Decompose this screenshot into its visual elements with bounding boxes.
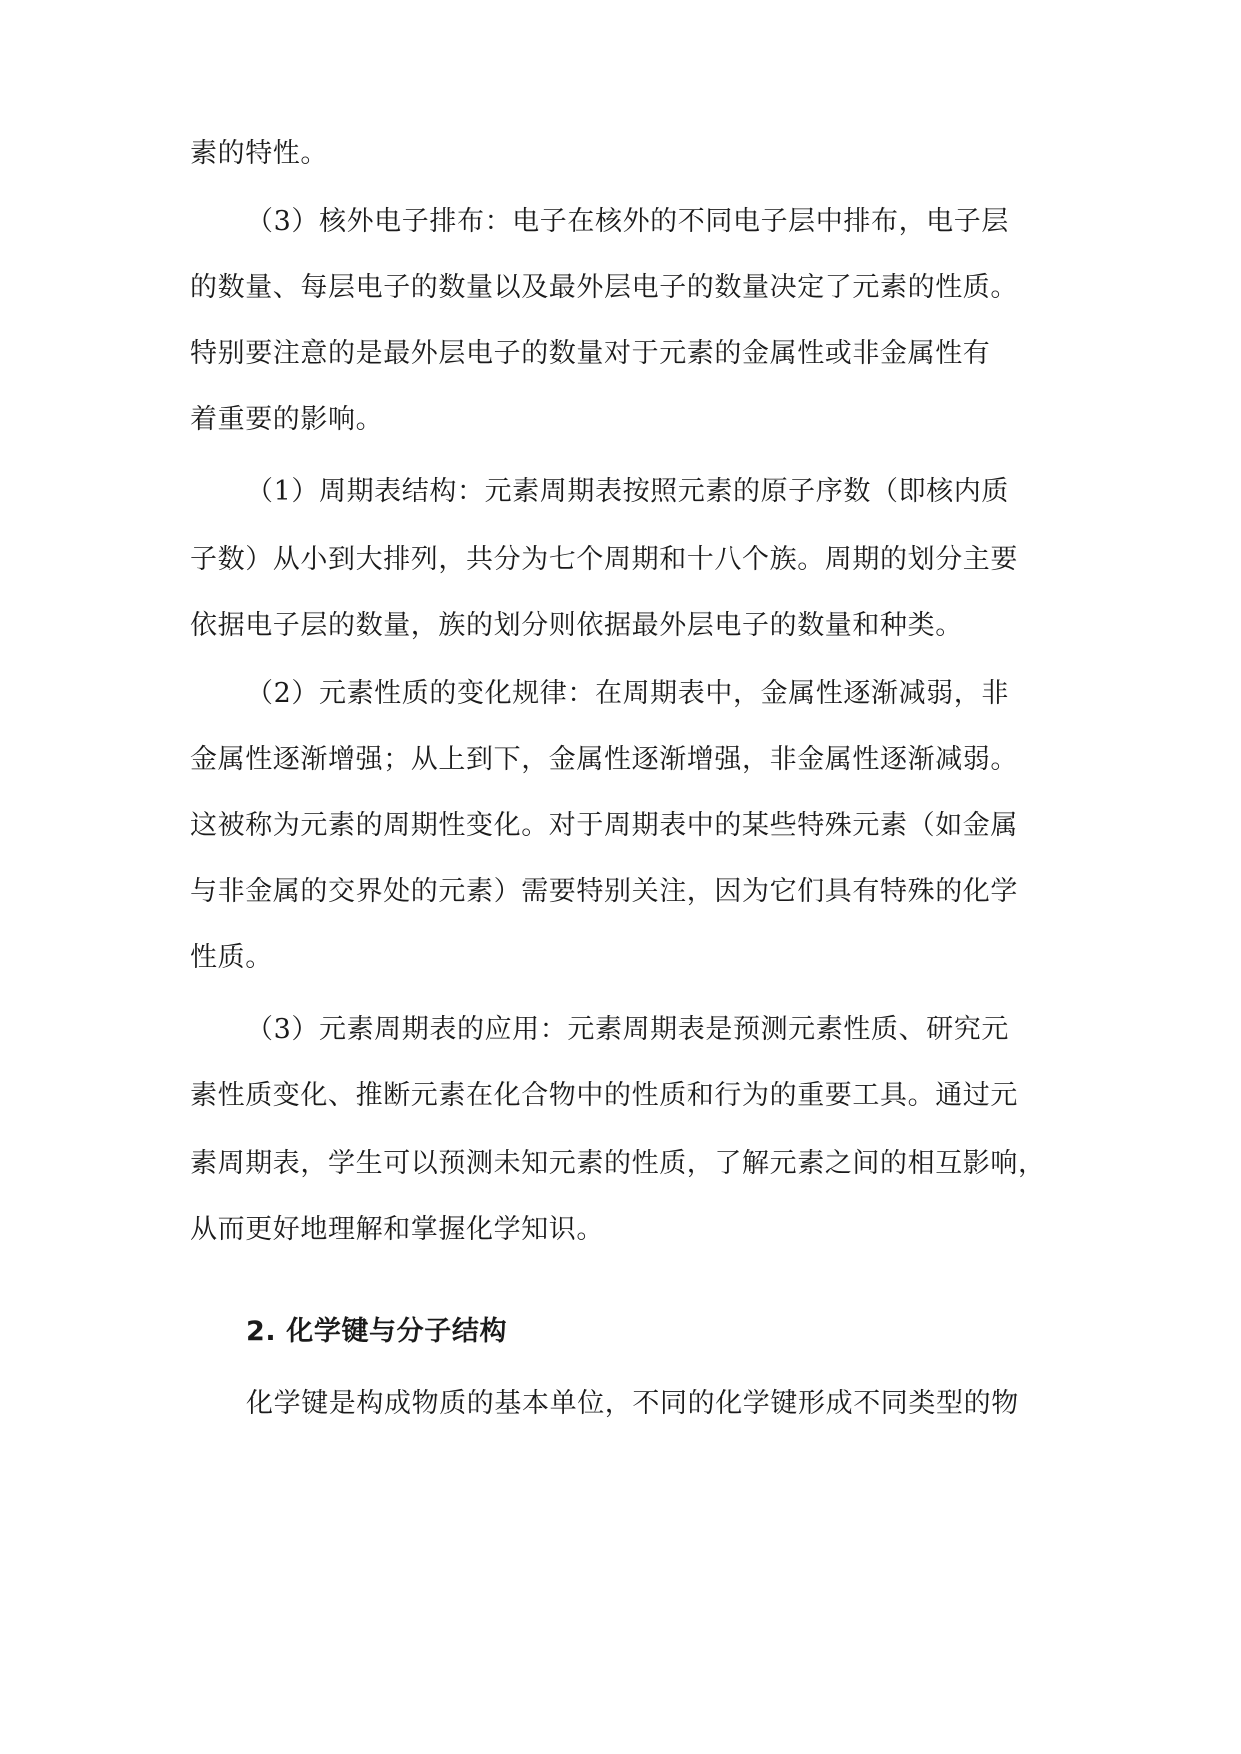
paragraph-line: 这被称为元素的周期性变化。对于周期表中的某些特殊元素（如金属: [190, 810, 1018, 841]
paragraph-line: （3）元素周期表的应用：元素周期表是预测元素性质、研究元: [246, 1014, 1009, 1045]
paragraph-line: 的数量、每层电子的数量以及最外层电子的数量决定了元素的性质。: [190, 272, 1018, 303]
paragraph-line: （2）元素性质的变化规律：在周期表中，金属性逐渐减弱，非: [246, 678, 1009, 709]
paragraph-line: 化学键是构成物质的基本单位，不同的化学键形成不同类型的物: [246, 1388, 1019, 1419]
paragraph-line: 依据电子层的数量，族的划分则依据最外层电子的数量和种类。: [190, 610, 963, 641]
paragraph-line: （3）核外电子排布：电子在核外的不同电子层中排布，电子层: [246, 206, 1009, 237]
section-heading: 2. 化学键与分子结构: [246, 1316, 508, 1347]
paragraph-line: 素周期表，学生可以预测未知元素的性质，了解元素之间的相互影响，: [190, 1148, 1046, 1179]
paragraph-line: 素的特性。: [190, 138, 328, 169]
paragraph-line: 性质。: [190, 942, 273, 973]
paragraph-line: 与非金属的交界处的元素）需要特别关注，因为它们具有特殊的化学: [190, 876, 1018, 907]
paragraph-line: 金属性逐渐增强；从上到下，金属性逐渐增强，非金属性逐渐减弱。: [190, 744, 1018, 775]
paragraph-line: 子数）从小到大排列，共分为七个周期和十八个族。周期的划分主要: [190, 544, 1018, 575]
paragraph-line: 着重要的影响。: [190, 404, 384, 435]
paragraph-line: 特别要注意的是最外层电子的数量对于元素的金属性或非金属性有: [190, 338, 991, 369]
paragraph-line: 从而更好地理解和掌握化学知识。: [190, 1214, 604, 1245]
paragraph-line: （1）周期表结构：元素周期表按照元素的原子序数（即核内质: [246, 476, 1009, 507]
paragraph-line: 素性质变化、推断元素在化合物中的性质和行为的重要工具。通过元: [190, 1080, 1018, 1111]
